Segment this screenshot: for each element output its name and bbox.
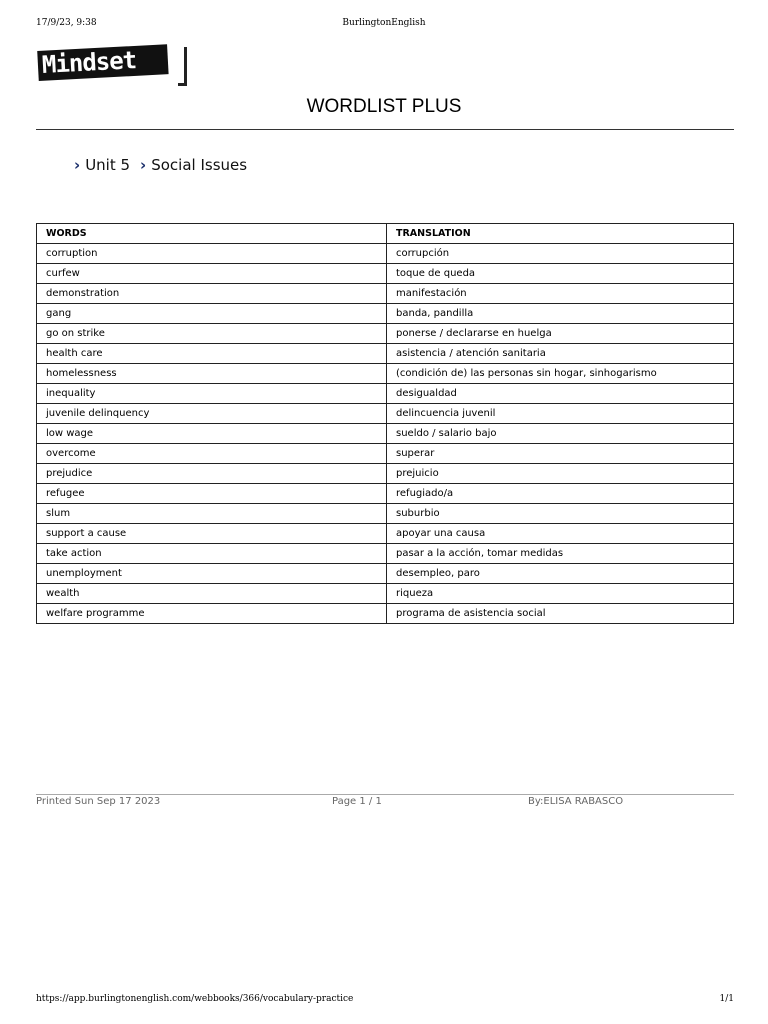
table-row bbox=[37, 444, 734, 464]
translation-cell: superar bbox=[387, 444, 734, 464]
translation-cell: ponerse / declararse en huelga bbox=[387, 324, 734, 344]
table-row bbox=[37, 324, 734, 344]
translation-cell: suburbio bbox=[387, 504, 734, 524]
table-row bbox=[37, 244, 734, 264]
word-cell: slum bbox=[37, 504, 387, 524]
author-label: By:ELISA RABASCO bbox=[528, 796, 624, 807]
translation-cell: (condición de) las personas sin hogar, sinhogarismo bbox=[387, 364, 734, 384]
table-row bbox=[37, 384, 734, 404]
word-cell: health care bbox=[37, 344, 387, 364]
word-cell: gang bbox=[37, 304, 387, 324]
translation-cell: apoyar una causa bbox=[387, 524, 734, 544]
translation-cell: corrupción bbox=[387, 244, 734, 264]
mindset-logo bbox=[38, 47, 188, 87]
table-row bbox=[37, 504, 734, 524]
chevron-right-icon: › bbox=[74, 156, 81, 174]
breadcrumb bbox=[74, 156, 247, 174]
translation-cell: riqueza bbox=[387, 584, 734, 604]
printed-date: Printed Sun Sep 17 2023 bbox=[36, 796, 161, 807]
translation-cell: desigualdad bbox=[387, 384, 734, 404]
word-cell: low wage bbox=[37, 424, 387, 444]
translation-cell: prejuicio bbox=[387, 464, 734, 484]
translation-cell: asistencia / atención sanitaria bbox=[387, 344, 734, 364]
word-cell: homelessness bbox=[37, 364, 387, 384]
word-cell: curfew bbox=[37, 264, 387, 284]
breadcrumb-unit[interactable]: Unit 5 bbox=[85, 156, 131, 174]
table-row bbox=[37, 304, 734, 324]
table-header-row bbox=[37, 224, 734, 244]
word-cell: prejudice bbox=[37, 464, 387, 484]
word-cell: welfare programme bbox=[37, 604, 387, 624]
header-words: WORDS bbox=[37, 224, 387, 244]
table-row bbox=[37, 544, 734, 564]
translation-cell: programa de asistencia social bbox=[387, 604, 734, 624]
logo-text: Mindset bbox=[41, 46, 137, 79]
print-url: https://app.burlingtonenglish.com/webbooks/366/vocabulary-practice bbox=[36, 994, 354, 1004]
word-cell: take action bbox=[37, 544, 387, 564]
page-number: Page 1 / 1 bbox=[332, 796, 382, 807]
title-divider bbox=[36, 129, 734, 130]
translation-cell: pasar a la acción, tomar medidas bbox=[387, 544, 734, 564]
logo-bracket-icon bbox=[178, 47, 187, 86]
translation-cell: desempleo, paro bbox=[387, 564, 734, 584]
print-site-title: BurlingtonEnglish bbox=[342, 18, 426, 28]
footer-divider bbox=[36, 794, 734, 795]
translation-cell: refugiado/a bbox=[387, 484, 734, 504]
chevron-right-icon: › bbox=[140, 156, 147, 174]
word-cell: corruption bbox=[37, 244, 387, 264]
translation-cell: manifestación bbox=[387, 284, 734, 304]
table-row bbox=[37, 464, 734, 484]
word-cell: unemployment bbox=[37, 564, 387, 584]
translation-cell: toque de queda bbox=[387, 264, 734, 284]
table-row bbox=[37, 424, 734, 444]
word-cell: go on strike bbox=[37, 324, 387, 344]
translation-cell: sueldo / salario bajo bbox=[387, 424, 734, 444]
header-translation: TRANSLATION bbox=[387, 224, 734, 244]
table-row bbox=[37, 364, 734, 384]
table-row bbox=[37, 524, 734, 544]
print-page-count: 1/1 bbox=[719, 994, 734, 1004]
table-row bbox=[37, 564, 734, 584]
table-row bbox=[37, 264, 734, 284]
word-cell: overcome bbox=[37, 444, 387, 464]
word-cell: demonstration bbox=[37, 284, 387, 304]
wordlist-table bbox=[36, 223, 734, 624]
breadcrumb-topic[interactable]: Social Issues bbox=[151, 156, 248, 174]
word-cell: support a cause bbox=[37, 524, 387, 544]
translation-cell: delincuencia juvenil bbox=[387, 404, 734, 424]
table-row bbox=[37, 584, 734, 604]
table-row bbox=[37, 344, 734, 364]
word-cell: inequality bbox=[37, 384, 387, 404]
translation-cell: banda, pandilla bbox=[387, 304, 734, 324]
table-row bbox=[37, 284, 734, 304]
table-row bbox=[37, 484, 734, 504]
table-row bbox=[37, 604, 734, 624]
word-cell: juvenile delinquency bbox=[37, 404, 387, 424]
word-cell: refugee bbox=[37, 484, 387, 504]
table-row bbox=[37, 404, 734, 424]
word-cell: wealth bbox=[37, 584, 387, 604]
page-title: WORDLIST PLUS bbox=[306, 96, 462, 117]
print-datetime: 17/9/23, 9:38 bbox=[36, 18, 97, 28]
